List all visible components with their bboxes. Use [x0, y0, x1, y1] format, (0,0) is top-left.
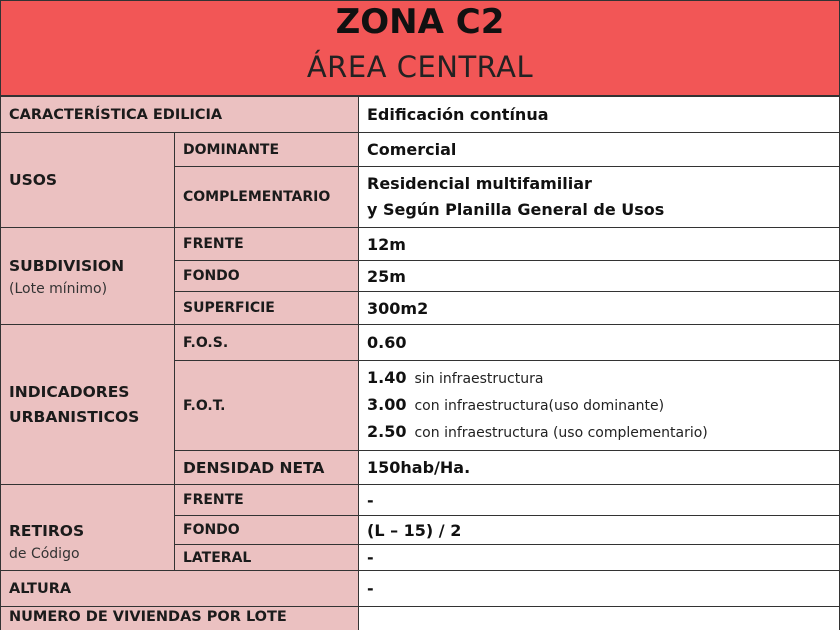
- zone-header: [0, 0, 840, 96]
- table-row: [1, 228, 840, 261]
- fot-line: 1.40 sin infraestructura: [367, 368, 544, 387]
- usos-dominante-label: DOMINANTE: [175, 133, 359, 167]
- subdivision-superficie-label: SUPERFICIE: [175, 292, 359, 325]
- fot-values: [359, 361, 840, 451]
- indicadores-label-2: URBANISTICOS: [9, 407, 140, 426]
- fos-value: 0.60: [359, 325, 840, 361]
- indicadores-group: [1, 325, 175, 485]
- altura-value: -: [359, 571, 840, 607]
- retiros-lateral-value: -: [359, 545, 840, 571]
- subdivision-frente-value: 12m: [359, 228, 840, 261]
- usos-dominante-value: Comercial: [359, 133, 840, 167]
- retiros-fondo-value: (L – 15) / 2: [359, 516, 840, 545]
- usos-complementario-value: [359, 167, 840, 228]
- usos-complementario-label: COMPLEMENTARIO: [175, 167, 359, 228]
- indicadores-label-1: INDICADORES: [9, 382, 130, 401]
- retiros-group: [1, 485, 175, 571]
- usos-complementario-line2: y Según Planilla General de Usos: [367, 200, 665, 219]
- zone-subtitle: ÁREA CENTRAL: [306, 50, 534, 84]
- table-row: [1, 325, 840, 361]
- retiros-frente-label: FRENTE: [175, 485, 359, 516]
- altura-label: ALTURA: [1, 571, 359, 607]
- table-row: [1, 97, 840, 133]
- caracteristica-value: Edificación contínua: [359, 97, 840, 133]
- densidad-value: 150hab/Ha.: [359, 451, 840, 485]
- table-row: [1, 133, 840, 167]
- retiros-lateral-label: LATERAL: [175, 545, 359, 571]
- viviendas-label: NUMERO DE VIVIENDAS POR LOTE: [1, 607, 359, 630]
- fos-label: F.O.S.: [175, 325, 359, 361]
- subdivision-fondo-label: FONDO: [175, 261, 359, 292]
- zone-title: ZONA C2: [335, 2, 505, 42]
- usos-label: USOS: [9, 170, 58, 189]
- subdivision-fondo-value: 25m: [359, 261, 840, 292]
- fot-line: 2.50 con infraestructura (uso complementario): [367, 422, 708, 441]
- subdivision-group: [1, 228, 175, 325]
- retiros-fondo-label: FONDO: [175, 516, 359, 545]
- usos-complementario-line1: Residencial multifamiliar: [367, 174, 592, 193]
- retiros-frente-value: -: [359, 485, 840, 516]
- retiros-label: RETIROS: [9, 522, 85, 540]
- table-row: [1, 485, 840, 516]
- zone-parameters-table: [0, 96, 840, 630]
- fot-label: F.O.T.: [175, 361, 359, 451]
- subdivision-superficie-value: 300m2: [359, 292, 840, 325]
- viviendas-value: [359, 607, 840, 630]
- usos-group: [1, 133, 175, 228]
- subdivision-note: (Lote mínimo): [9, 280, 108, 297]
- densidad-label: DENSIDAD NETA: [175, 451, 359, 485]
- subdivision-frente-label: FRENTE: [175, 228, 359, 261]
- retiros-note: de Código: [9, 546, 80, 562]
- table-row: [1, 607, 840, 630]
- table-row: [1, 571, 840, 607]
- fot-line: 3.00 con infraestructura(uso dominante): [367, 395, 665, 414]
- subdivision-label: SUBDIVISION: [9, 256, 125, 275]
- caracteristica-label: CARACTERÍSTICA EDILICIA: [1, 97, 359, 133]
